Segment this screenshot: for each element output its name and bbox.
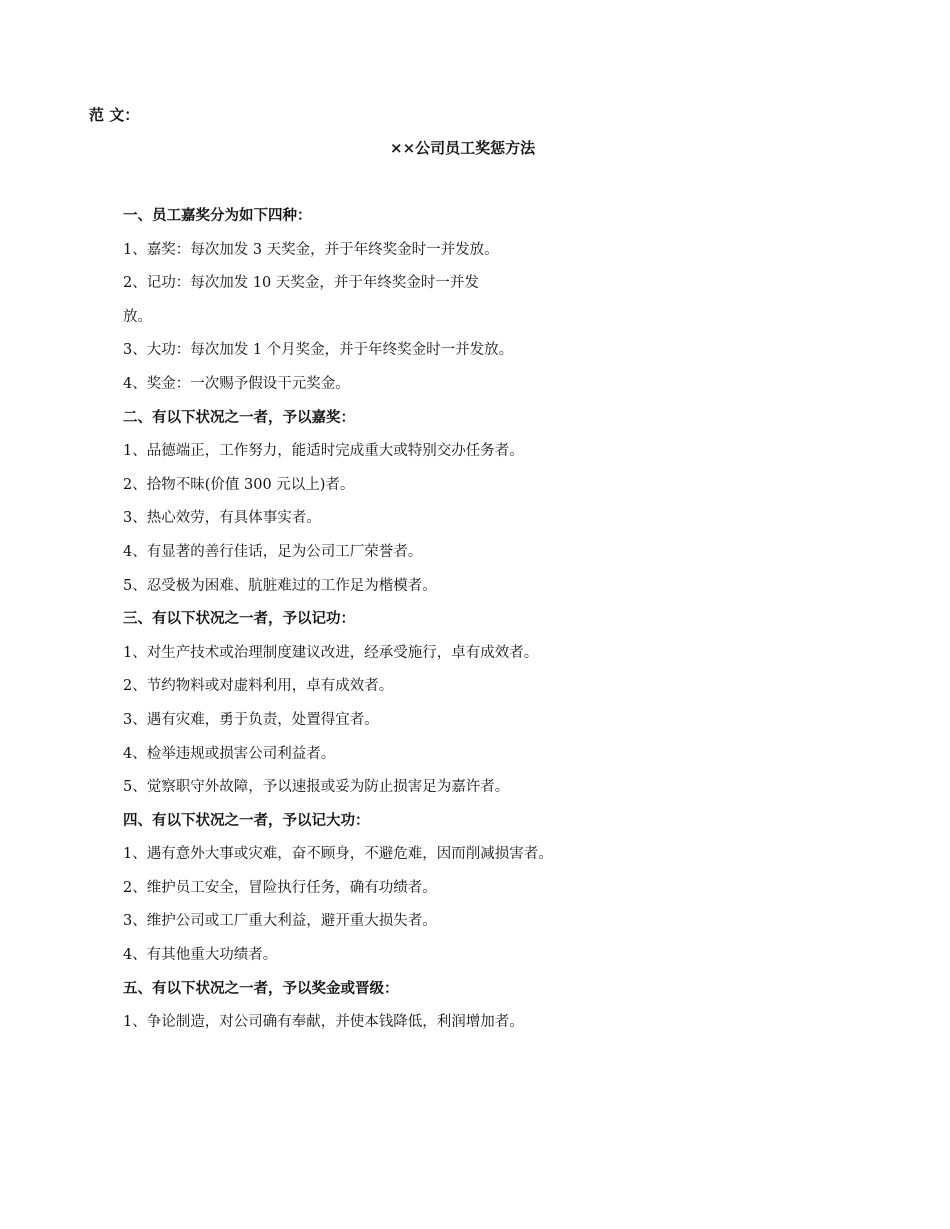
- section-heading: 四、有以下状况之一者，予以记大功：: [123, 811, 370, 829]
- section-heading: 五、有以下状况之一者，予以奖金或晋级：: [123, 979, 399, 997]
- paragraph-line: 4、有显著的善行佳话，足为公司工厂荣誉者。: [123, 543, 423, 560]
- section-heading: 二、有以下状况之一者，予以嘉奖：: [123, 408, 355, 426]
- paragraph-line: 2、拾物不昧(价值 300 元以上)者。: [123, 476, 355, 493]
- paragraph-line: 3、遇有灾难，勇于负责，处置得宜者。: [123, 711, 379, 728]
- paragraph-line: 1、争论制造，对公司确有奉献，并使本钱降低，利润增加者。: [123, 1014, 524, 1031]
- sample-label: 范 文：: [89, 106, 140, 124]
- paragraph-line: 3、热心效劳，有具体事实者。: [123, 510, 321, 527]
- paragraph-line: 1、对生产技术或治理制度建议改进，经承受施行，卓有成效者。: [123, 644, 539, 661]
- paragraph-line: 2、维护员工安全，冒险执行任务，确有功绩者。: [123, 879, 437, 896]
- paragraph-line: 2、记功：每次加发 10 天奖金，并于年终奖金时一并发: [123, 275, 479, 292]
- paragraph-line: 1、嘉奖：每次加发 3 天奖金，并于年终奖金时一并发放。: [123, 241, 499, 258]
- document-title: ××公司员工奖惩方法: [390, 139, 536, 157]
- paragraph-line: 3、维护公司或工厂重大利益，避开重大损失者。: [123, 913, 437, 930]
- paragraph-line: 1、品德端正，工作努力，能适时完成重大或特别交办任务者。: [123, 443, 524, 460]
- paragraph-line: 4、检举违规或损害公司利益者。: [123, 745, 336, 762]
- paragraph-line: 1、遇有意外大事或灾难，奋不顾身，不避危难，因而削减损害者。: [123, 846, 553, 863]
- paragraph-line: 3、大功：每次加发 1 个月奖金，并于年终奖金时一并发放。: [123, 342, 514, 359]
- section-heading: 一、员工嘉奖分为如下四种：: [123, 207, 312, 224]
- paragraph-line: 放。: [123, 308, 152, 325]
- paragraph-line: 4、有其他重大功绩者。: [123, 947, 278, 964]
- paragraph-line: 5、觉察职守外故障，予以速报或妥为防止损害足为嘉许者。: [123, 779, 510, 796]
- paragraph-line: 4、奖金：一次赐予假设干元奖金。: [123, 375, 350, 392]
- paragraph-line: 5、忍受极为困难、肮脏难过的工作足为楷模者。: [123, 577, 437, 594]
- document-body: [123, 206, 683, 1046]
- paragraph-line: 2、节约物料或对虚料利用，卓有成效者。: [123, 678, 394, 695]
- section-heading: 三、有以下状况之一者，予以记功：: [123, 610, 355, 628]
